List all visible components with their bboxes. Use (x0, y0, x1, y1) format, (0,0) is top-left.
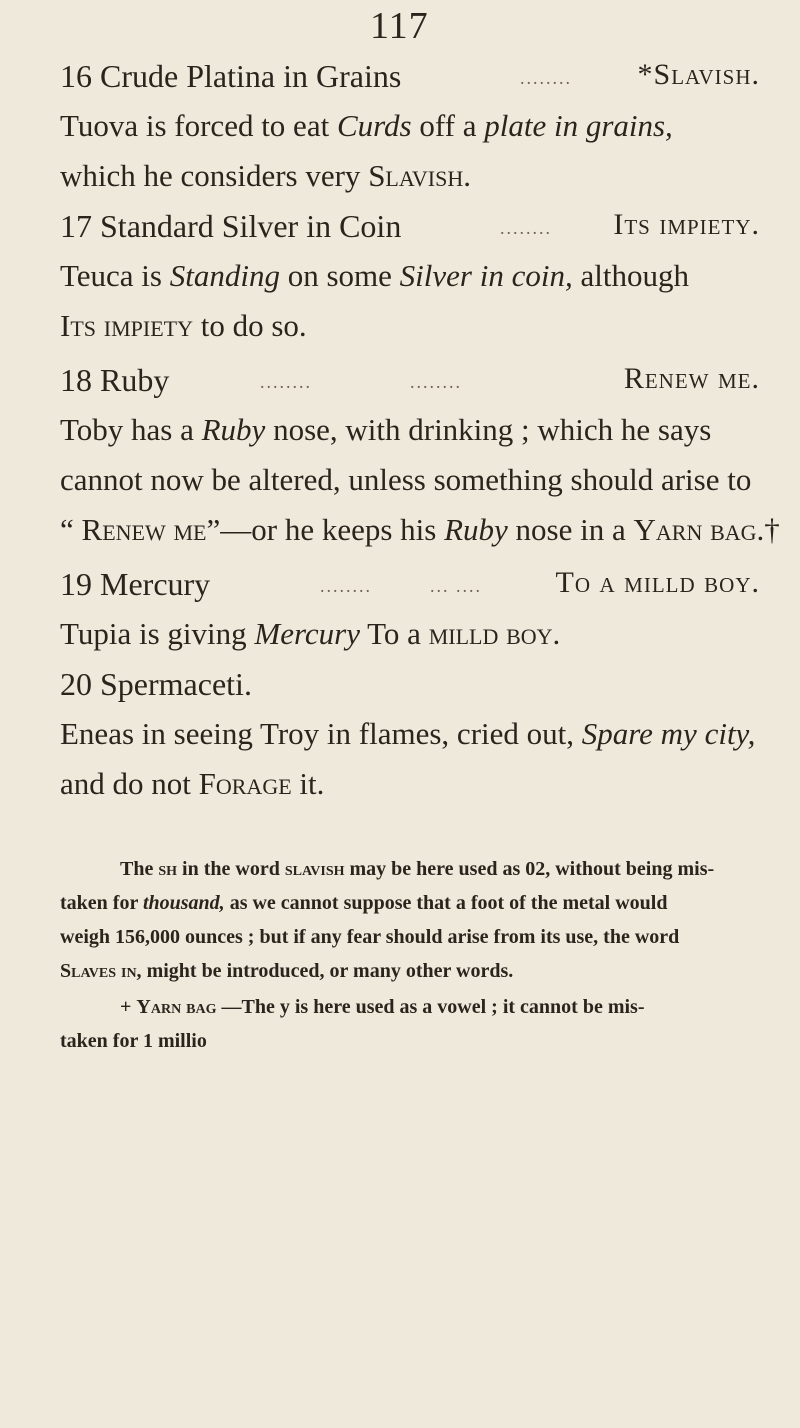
footnote-line-4 (60, 960, 513, 983)
entry-17-line-2 (60, 308, 307, 344)
italic-text: thousand, (142, 892, 225, 914)
entry-17-heading (60, 208, 760, 248)
text-run: weigh 156,000 ounces ; but if any fear should arise from its use, the word (60, 926, 680, 948)
leader-dots: ........ (520, 68, 572, 88)
entry-16-line-1 (60, 108, 673, 144)
text-run: nose in a (507, 512, 634, 547)
entry-16-heading (60, 58, 760, 98)
text-run: —The y is here used as a vowel ; it cannot be mis- (216, 996, 645, 1018)
italic-text: plate in grains, (484, 108, 673, 143)
text-run: + (120, 996, 137, 1018)
text-run: taken for (60, 892, 143, 914)
entry-19-line-1 (60, 616, 560, 652)
text-run: nose, with drinking ; which he says (265, 412, 712, 447)
entry-18-line-1 (60, 412, 711, 448)
footnote-line-5 (120, 996, 645, 1019)
text-run: it. (291, 766, 325, 801)
footnote-line-3 (60, 926, 679, 949)
small-caps-text: milld boy. (428, 616, 561, 651)
text-run: off a (411, 108, 485, 143)
text-run: To a (359, 616, 429, 651)
footnote-line-1 (120, 858, 714, 881)
entry-20-heading (60, 666, 760, 706)
text-run: might be introduced, or many other words. (141, 960, 514, 982)
text-run: in the word (177, 858, 285, 880)
small-caps-text: Yarn bag (136, 996, 217, 1018)
small-caps-text: Its impiety (60, 308, 193, 343)
entry-18-line-3 (60, 512, 780, 548)
entry-item: 20 Spermaceti. (60, 666, 252, 702)
italic-text: Ruby (201, 412, 266, 447)
text-run: Teuca is (60, 258, 170, 293)
text-run: on some (279, 258, 400, 293)
small-caps-text: Forage (198, 766, 292, 801)
leader-dots: ........ (260, 372, 312, 392)
small-caps-text: slavish (284, 858, 345, 880)
entry-17-line-1 (60, 258, 689, 294)
text-run: “ (60, 512, 82, 547)
text-run: cannot now be altered, unless something should arise to (60, 462, 752, 497)
entry-answer: Renew me. (623, 362, 760, 395)
leader-dots: ........ (500, 218, 552, 238)
leader-dots: ........ (320, 576, 372, 596)
page-number: 117 (370, 5, 429, 47)
entry-19-heading (60, 566, 760, 606)
entry-item: 16 Crude Platina in Grains (60, 58, 402, 94)
text-run: Tupia is giving (60, 616, 255, 651)
entry-item: 17 Standard Silver in Coin (60, 208, 402, 244)
italic-text: Spare my city, (581, 716, 756, 751)
text-run: and do not (60, 766, 199, 801)
leader-dots: ........ (410, 372, 462, 392)
entry-18-line-2 (60, 462, 751, 498)
entry-item: 19 Mercury (60, 566, 211, 602)
entry-item: 18 Ruby (60, 362, 170, 398)
small-caps-text: sh (158, 858, 178, 880)
text-run: Toby has a (60, 412, 202, 447)
text-run: Eneas in seeing Troy in flames, cried out, (60, 716, 582, 751)
text-run: † (764, 512, 780, 547)
italic-text: Standing (169, 258, 280, 293)
italic-text: Curds (336, 108, 412, 143)
entry-20-line-2 (60, 766, 324, 802)
small-caps-text: Yarn bag. (633, 512, 765, 547)
entry-16-line-2 (60, 158, 471, 194)
entry-answer: To a milld boy. (555, 566, 760, 599)
text-run: which he considers very (60, 158, 369, 193)
italic-text: Ruby (444, 512, 508, 547)
leader-dots: ... .... (430, 576, 482, 596)
small-caps-text: Slaves in, (60, 960, 142, 982)
entry-answer: Its impiety. (613, 208, 760, 241)
text-run: although (572, 258, 689, 293)
text-run: may be here used as 02, without being mis- (344, 858, 715, 880)
entry-answer: *Slavish. (637, 58, 760, 91)
small-caps-text: Slavish. (368, 158, 472, 193)
text-run: The (120, 858, 159, 880)
footnote-line-2 (60, 892, 667, 915)
italic-text: Mercury (254, 616, 360, 651)
italic-text: Silver in coin, (399, 258, 573, 293)
footnote-line-6 (60, 1030, 207, 1053)
small-caps-text: Renew me (81, 512, 207, 547)
entry-18-heading (60, 362, 760, 402)
text-run: as we cannot suppose that a foot of the metal would (224, 892, 668, 914)
text-run: Tuova is forced to eat (60, 108, 337, 143)
entry-20-line-1 (60, 716, 755, 752)
text-run: taken for 1 millio (60, 1030, 207, 1052)
text-run: to do so. (192, 308, 307, 343)
text-run: ”—or he keeps his (206, 512, 445, 547)
